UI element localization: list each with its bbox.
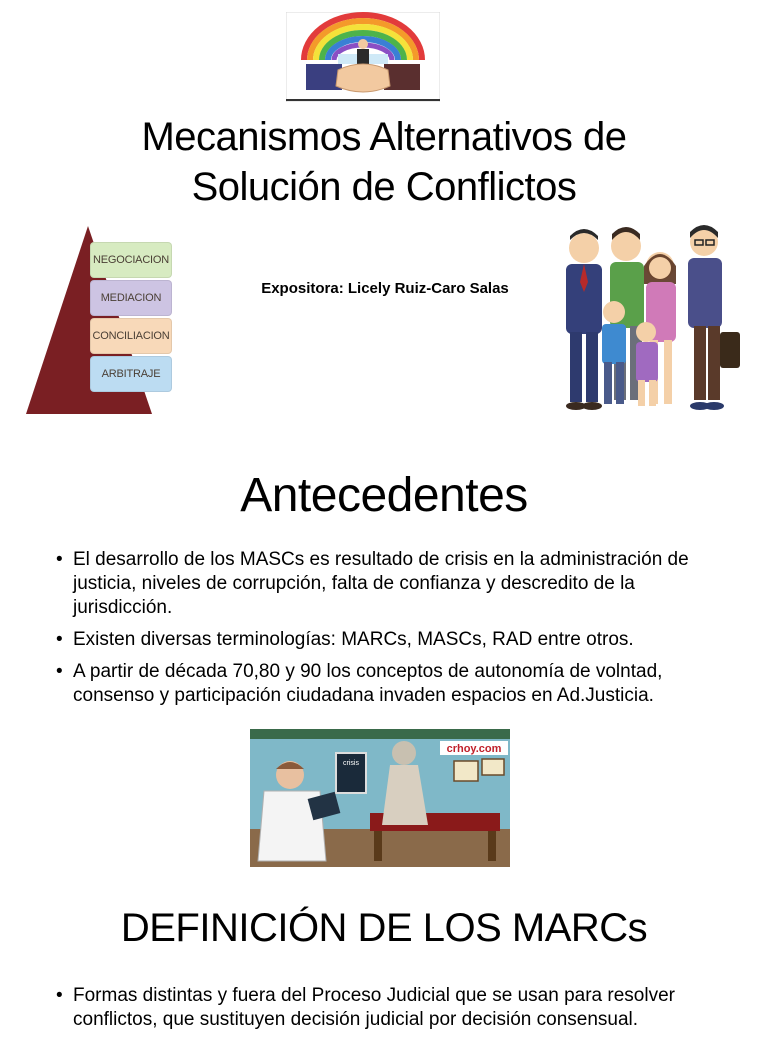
pyramid-step-arbitraje: ARBITRAJE	[90, 356, 172, 392]
definicion-bullet-list	[56, 984, 736, 1040]
section-title-definicion: DEFINICIÓN DE LOS MARCs	[120, 906, 648, 950]
family-cartoon-illustration	[548, 222, 742, 424]
bullet-item: • El desarrollo de los MASCs es resultado de crisis en la administración de justicia, niveles de corrupción, falta de confianza y descredito de la jurisdicción.	[56, 548, 736, 620]
antecedentes-bullet-list	[56, 548, 736, 716]
rainbow-handshake-logo	[286, 12, 440, 102]
speaker-name: Expositora: Licely Ruiz-Caro Salas	[261, 280, 509, 297]
presentation-title	[60, 112, 708, 212]
cartoon-brand: crhoy.com	[446, 743, 502, 755]
justice-crisis-cartoon	[250, 729, 510, 867]
bullet-item: • Formas distintas y fuera del Proceso Judicial que se usan para resolver conflictos, que sustituyen decisión judicial por decisión consensual.	[56, 984, 736, 1032]
title-line-2: Solución de Conflictos	[191, 165, 577, 209]
bullet-item: • Existen diversas terminologías: MARCs, MASCs, RAD entre otros.	[56, 628, 736, 652]
pyramid-step-mediacion: MEDIACION	[90, 280, 172, 316]
title-line-1: Mecanismos Alternativos de	[141, 115, 627, 159]
conflict-methods-pyramid	[24, 222, 176, 418]
pyramid-step-negociacion: NEGOCIACION	[90, 242, 172, 278]
pyramid-step-conciliacion: CONCILIACION	[90, 318, 172, 354]
bullet-item: • A partir de década 70,80 y 90 los conceptos de autonomía de volntad, consenso y participación ciudadana invaden espacios en Ad.Justicia.	[56, 660, 736, 708]
xray-label: crisis	[343, 760, 359, 767]
section-title-antecedentes: Antecedentes	[240, 469, 528, 522]
